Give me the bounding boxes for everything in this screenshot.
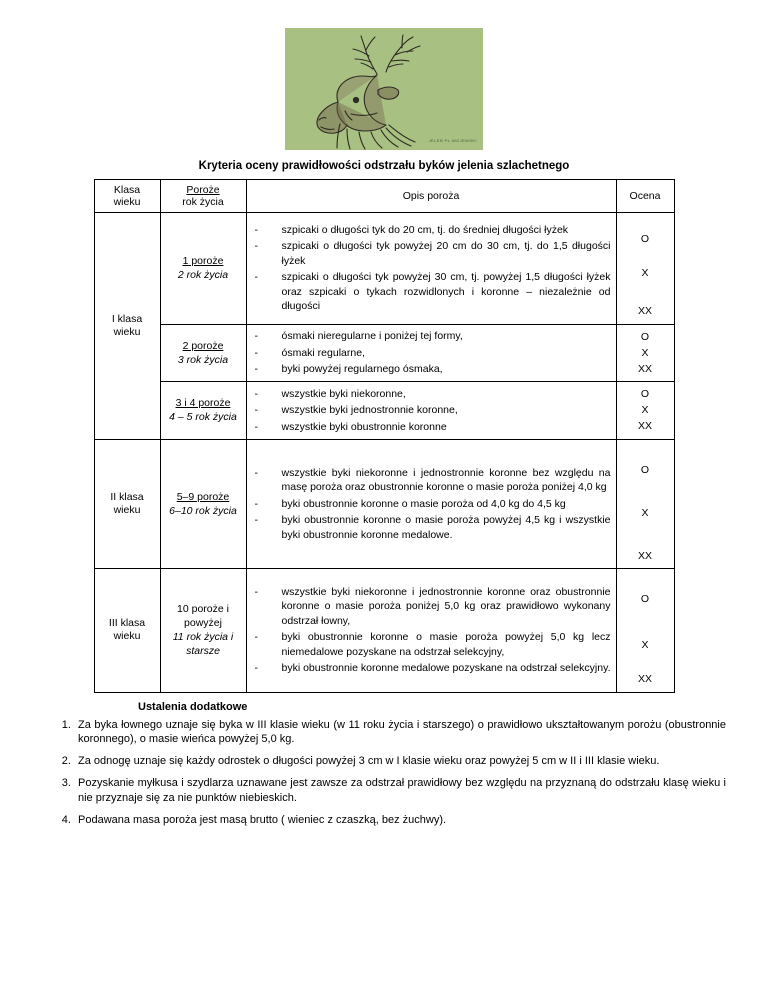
poroze-2-line2: 3 rok życia	[177, 353, 229, 366]
opis-2-item-1: - ósmaki nieregularne i poniżej tej formy,	[252, 329, 611, 343]
criteria-table	[94, 179, 675, 693]
table-row	[94, 324, 674, 382]
poroze-3-line2: 4 – 5 rok życia	[169, 411, 237, 424]
ocena-2-value-2: X	[641, 346, 649, 359]
ustalenia-heading: Ustalenia dodatkowe	[138, 700, 248, 713]
figure-container	[28, 28, 740, 150]
header-poroze	[160, 180, 246, 213]
ocena-3-value-2: X	[641, 404, 649, 417]
cell-opis-1	[246, 213, 616, 325]
opis-3-item-1: - wszystkie byki niekoronne,	[252, 387, 611, 401]
opis-5-item-1: - wszystkie byki niekoronne i jednostronnie koronne oraz obustronnie koronne o masie poroża poniżej 5,0 kg oraz prawidłowo wykonany odstrzał łowny,	[252, 585, 611, 628]
poroze-1-line2: 2 rok życia	[177, 269, 229, 282]
header-ocena: Ocena	[616, 180, 674, 213]
ocena-2-value-1: O	[640, 330, 650, 343]
cell-ocena-3	[616, 382, 674, 440]
header-klasa-line1: Klasa	[113, 184, 141, 196]
list-item: 1. Za byka łownego uznaje się byka w III klasie wieku (w 11 roku życia i starszego) o prawidłowo ukształtowanym porożu (obustronnie koronnego), o masie wieńca powyżej 5,0 kg.	[74, 718, 726, 748]
cell-opis-4	[246, 439, 616, 569]
ocena-4-value-2: X	[641, 506, 649, 519]
ocena-5-value-2: X	[641, 639, 649, 652]
ocena-2-value-3: XX	[637, 362, 652, 375]
table-row	[94, 382, 674, 440]
table-row	[94, 569, 674, 693]
page-title: Kryteria oceny prawidłowości odstrzału byków jelenia szlachetnego	[198, 160, 570, 172]
klasa-3-line1: III klasa	[108, 617, 146, 630]
poroze-5-line2: 11 rok życia i starsze	[172, 631, 234, 658]
cell-poroze-5	[160, 569, 246, 693]
header-opis-poroza: Opis poroża	[246, 180, 616, 213]
header-poroze-line2: rok życia	[182, 196, 224, 208]
cell-poroze-1	[160, 213, 246, 325]
red-deer-head-illustration	[285, 28, 483, 150]
opis-1-item-3: - szpicaki o długości tyk powyżej 30 cm, tj. powyżej 1,5 długości łyżek oraz szpicaki o tykach rozwidlonych i koronne – niezależnie od długości	[252, 270, 611, 313]
klasa-1-line1: I klasa	[111, 312, 143, 325]
cell-ocena-1	[616, 213, 674, 325]
figure-credit: JELEŃ PL-WOJEWSKI	[428, 138, 477, 143]
cell-ocena-2	[616, 324, 674, 382]
ocena-1-value-3: XX	[637, 305, 652, 318]
ocena-4-value-3: XX	[637, 549, 652, 562]
klasa-2-line2: wieku	[113, 503, 141, 516]
table-row	[94, 439, 674, 569]
list-item: 2. Za odnogę uznaje się każdy odrostek o długości powyżej 3 cm w I klasie wieku oraz powyżej 5 cm w II i III klasie wieku.	[74, 754, 726, 769]
ocena-1-value-1: O	[640, 233, 650, 245]
cell-opis-5	[246, 569, 616, 693]
list-item: 3. Pozyskanie myłkusa i szydlarza uznawane jest zawsze za odstrzał prawidłowy bez względu na przyznaną do odstrzału klasę wieku i nie przyznaje się za nie punktów niebieskich.	[74, 776, 726, 806]
opis-1-item-1: - szpicaki o długości tyk do 20 cm, tj. do średniej długości łyżek	[252, 223, 611, 237]
klasa-1-line2: wieku	[113, 325, 141, 338]
ocena-4-value-1: O	[640, 463, 650, 476]
opis-1-item-2: - szpicaki o długości tyk powyżej 20 cm do 30 cm, tj. do 1,5 długości łyżek	[252, 239, 611, 268]
header-klasa-wieku	[94, 180, 160, 213]
ocena-5-value-3: XX	[637, 673, 652, 686]
klasa-2-line1: II klasa	[110, 490, 144, 503]
list-item: 4. Podawana masa poroża jest masą brutto ( wieniec z czaszką, bez żuchwy).	[74, 813, 726, 828]
header-klasa-line2: wieku	[113, 196, 141, 208]
table-row	[94, 213, 674, 325]
opis-5-item-3: - byki obustronnie koronne medalowe pozyskane na odstrzał selekcyjny.	[252, 661, 611, 675]
deer-drawing	[285, 28, 483, 150]
cell-klasa-3	[94, 569, 160, 693]
opis-4-item-3: - byki obustronnie koronne o masie poroża powyżej 4,5 kg i wszystkie byki obustronnie koronne medalowe.	[252, 513, 611, 542]
opis-2-item-3: - byki powyżej regularnego ósmaka,	[252, 362, 611, 376]
cell-poroze-3	[160, 382, 246, 440]
ocena-3-value-3: XX	[637, 420, 652, 433]
opis-4-item-2: - byki obustronnie koronne o masie poroża od 4,0 kg do 4,5 kg	[252, 497, 611, 511]
poroze-4-line2: 6–10 rok życia	[169, 504, 237, 517]
ustalenia-list	[28, 718, 740, 828]
table-header-row	[94, 180, 674, 213]
cell-poroze-4	[160, 439, 246, 569]
cell-opis-2	[246, 324, 616, 382]
opis-3-item-2: - wszystkie byki jednostronnie koronne,	[252, 403, 611, 417]
poroze-2-line1: 2 poroże	[182, 339, 224, 352]
cell-opis-3	[246, 382, 616, 440]
cell-klasa-1	[94, 213, 160, 440]
ocena-1-value-2: X	[641, 267, 649, 280]
opis-3-item-3: - wszystkie byki obustronnie koronne	[252, 420, 611, 434]
ocena-3-value-1: O	[640, 388, 650, 401]
header-poroze-line1: Poroże	[186, 184, 220, 196]
klasa-3-line2: wieku	[113, 630, 141, 643]
opis-5-item-2: - byki obustronnie koronne o masie poroża powyżej 5,0 kg lecz niemedalowe pozyskane na odstrzał selekcyjny,	[252, 630, 611, 659]
opis-2-item-2: - ósmaki regularne,	[252, 346, 611, 360]
cell-ocena-5	[616, 569, 674, 693]
poroze-3-line1: 3 i 4 poroże	[175, 397, 231, 410]
poroze-5-line1: 10 poroże i powyżej	[177, 602, 229, 630]
cell-poroze-2	[160, 324, 246, 382]
cell-klasa-2	[94, 439, 160, 569]
opis-4-item-1: - wszystkie byki niekoronne i jednostronnie koronne bez względu na masę poroża oraz obustronnie koronne o masie poroża poniżej 4,0 kg	[252, 466, 611, 495]
cell-ocena-4	[616, 439, 674, 569]
poroze-1-line1: 1 poroże	[182, 255, 224, 268]
poroze-4-line1: 5–9 poroże	[176, 490, 230, 503]
ocena-5-value-1: O	[640, 593, 650, 606]
